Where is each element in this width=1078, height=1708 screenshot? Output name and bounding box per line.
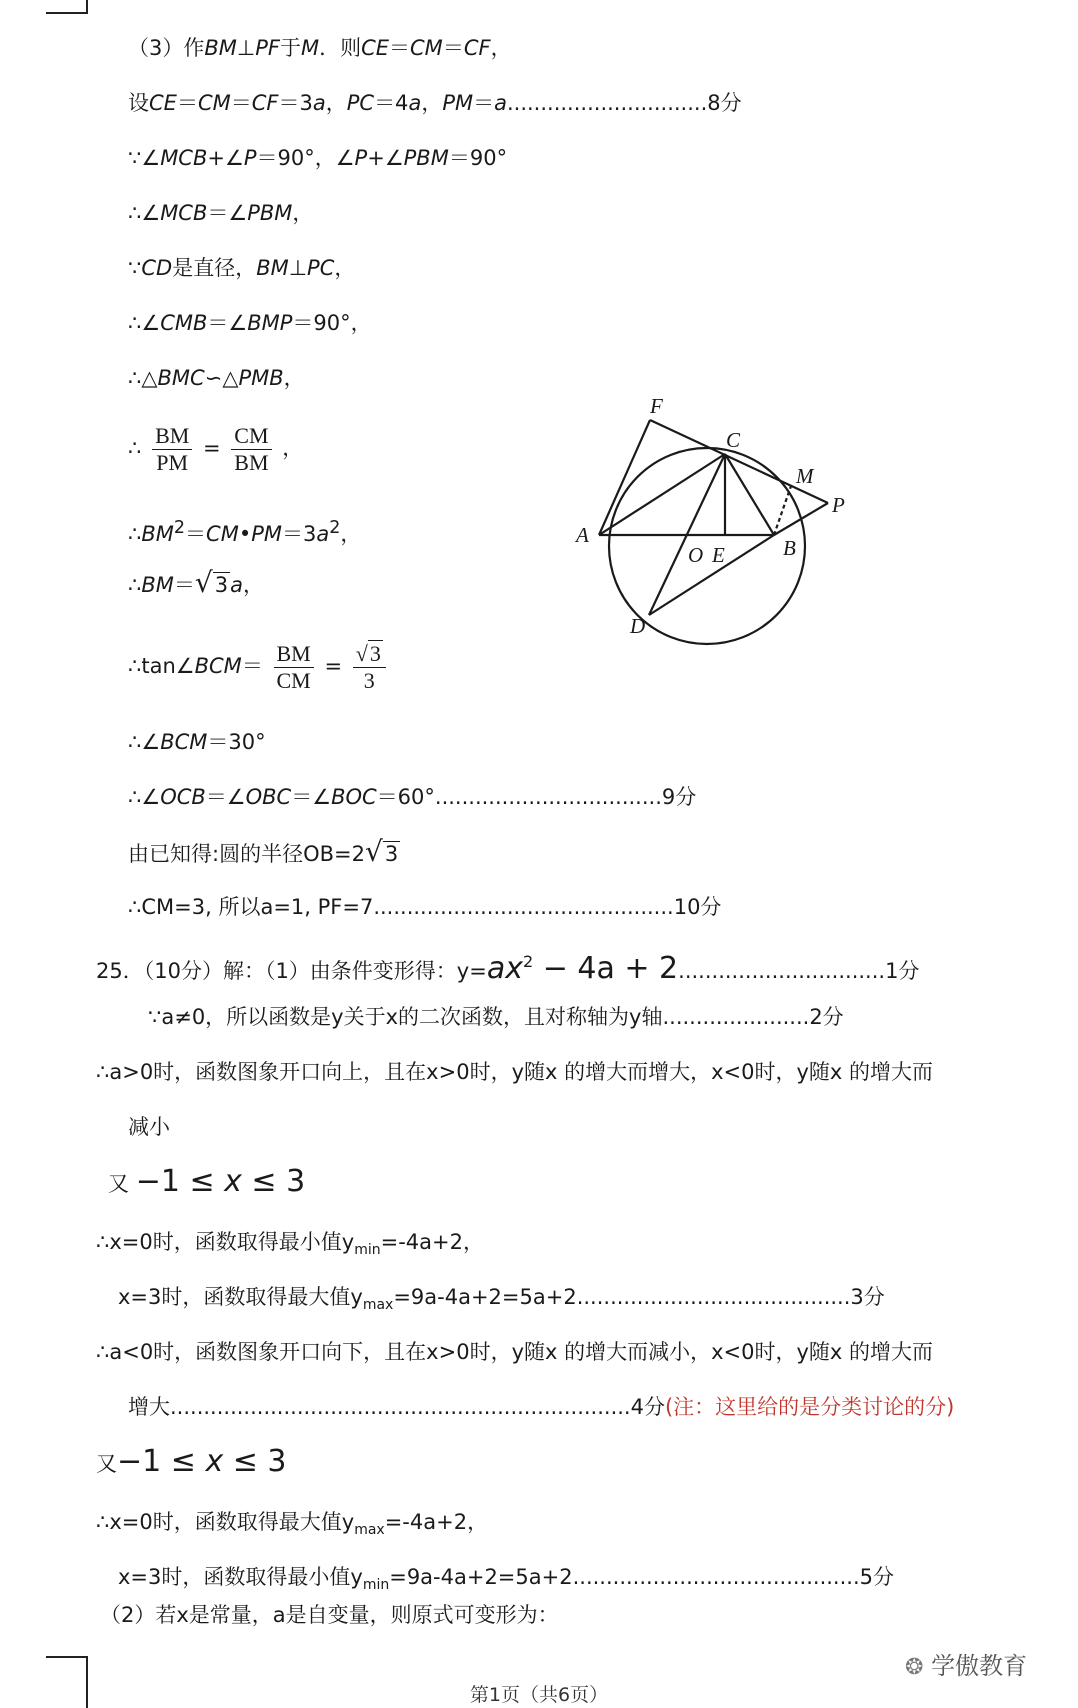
label-p: P: [832, 493, 845, 517]
line-angle-sum: ∵∠MCB+∠P＝90°，∠P+∠PBM＝90°: [128, 146, 508, 170]
line-radius: 由已知得:圆的半径OB=2√3: [128, 835, 399, 868]
fraction-bm-pm: $\frac{BM}{PM}$: [152, 423, 192, 476]
line-range-1: 又 −1 ≤ x ≤ 3: [108, 1164, 306, 1199]
label-b: B: [783, 536, 796, 560]
line-min-positive: ∴x=0时，函数取得最小值$y_{min}=-4a+2$，: [96, 1230, 484, 1258]
grading-note: (注：这里给的是分类讨论的分): [664, 1395, 955, 1419]
crop-mark-top-left-horizontal: [46, 12, 88, 14]
line-diameter: ∵CD是直径，BM⊥PC，: [128, 256, 356, 280]
line-set-variables: 设CE＝CM＝CF＝3a，PC＝4a，PM＝a..............................8分: [128, 91, 742, 115]
line-similar-triangles: ∴△BMC∽△PMB，: [128, 366, 305, 390]
line-bm-value: ∴BM＝√3a，: [128, 566, 264, 599]
fraction-cm-bm: $\frac{CM}{BM}$: [231, 423, 271, 476]
line-construct-bm: （3）作BM⊥PF于M．则CE＝CM＝CF，: [128, 36, 512, 60]
label-e: E: [712, 543, 725, 567]
line-max-positive: x=3时，函数取得最大值$y_{max}=9a-4a+2=5a+2.........................................3$分: [118, 1285, 885, 1313]
geometry-figure: [570, 388, 870, 650]
line-case-negative-cont: 增大.....................................................................4分(注：这里给的是分类讨论的分): [128, 1395, 955, 1419]
crop-mark-bottom-left-horizontal: [46, 1656, 88, 1658]
page-footer: 第1页（共6页）: [469, 1684, 609, 1706]
line-tan-bcm: ∴tan∠BCM＝ $\frac{BM}{CM}$ = $\frac{√3}{3}$: [128, 636, 390, 696]
label-f: F: [650, 394, 663, 418]
line-angle-equal: ∴∠MCB＝∠PBM，: [128, 201, 314, 225]
line-q25-part1: 25．（10分）解：（1）由条件变形得：$y=ax^2 - 4a + 2...............................1$分: [96, 951, 920, 986]
label-d: D: [630, 614, 646, 638]
line-min-negative: x=3时，函数取得最小值$y_{min}=9a-4a+2=5a+2...........................................5$分: [118, 1565, 894, 1593]
line-case-positive: ∴a>0时，函数图象开口向上，且在x>0时，y随x 的增大而增大，x<0时，y随x 的增大而: [96, 1060, 934, 1084]
watermark: ❂ 学傲教育: [905, 1652, 1028, 1680]
line-part2: （2）若x是常量，a是自变量，则原式可变形为：: [100, 1603, 559, 1627]
line-max-negative: ∴x=0时，函数取得最大值$y_{max}=-4a+2$，: [96, 1510, 489, 1538]
line-ratio: ∴ $\frac{BM}{PM}$ = $\frac{CM}{BM}$ ，: [128, 422, 304, 475]
fraction-bm-cm: $\frac{BM}{CM}$: [274, 641, 314, 694]
label-a: A: [576, 523, 589, 547]
fraction-root3-over-3: $\frac{√3}{3}$: [353, 641, 386, 694]
line-quadratic: ∵a≠0，所以函数是y关于x的二次函数，且对称轴为y轴......................2分: [148, 1005, 844, 1029]
line-right-angles: ∴∠CMB＝∠BMP＝90°，: [128, 311, 372, 335]
line-bcm-30: ∴∠BCM＝30°: [128, 730, 266, 754]
label-c: C: [726, 428, 741, 452]
line-case-negative: ∴a<0时，函数图象开口向下，且在x>0时，y随x 的增大而减小，x<0时，y随x 的增大而: [96, 1340, 934, 1364]
segment-bp: [774, 503, 828, 535]
line-range-2: 又−1 ≤ x ≤ 3: [96, 1444, 287, 1479]
line-60-degrees: ∴∠OCB＝∠OBC＝∠BOC＝60°..................................9分: [128, 785, 697, 809]
line-case-positive-cont: 减小: [128, 1115, 170, 1139]
label-o: O: [688, 543, 704, 567]
label-m: M: [796, 464, 814, 488]
line-bm-squared: $\therefore BM^2=CM•PM=3a^2$，: [128, 518, 362, 546]
line-cm-pf: ∴CM=3, 所以a=1, PF=7.............................................10分: [128, 895, 722, 919]
wechat-icon: ❂: [905, 1655, 924, 1680]
